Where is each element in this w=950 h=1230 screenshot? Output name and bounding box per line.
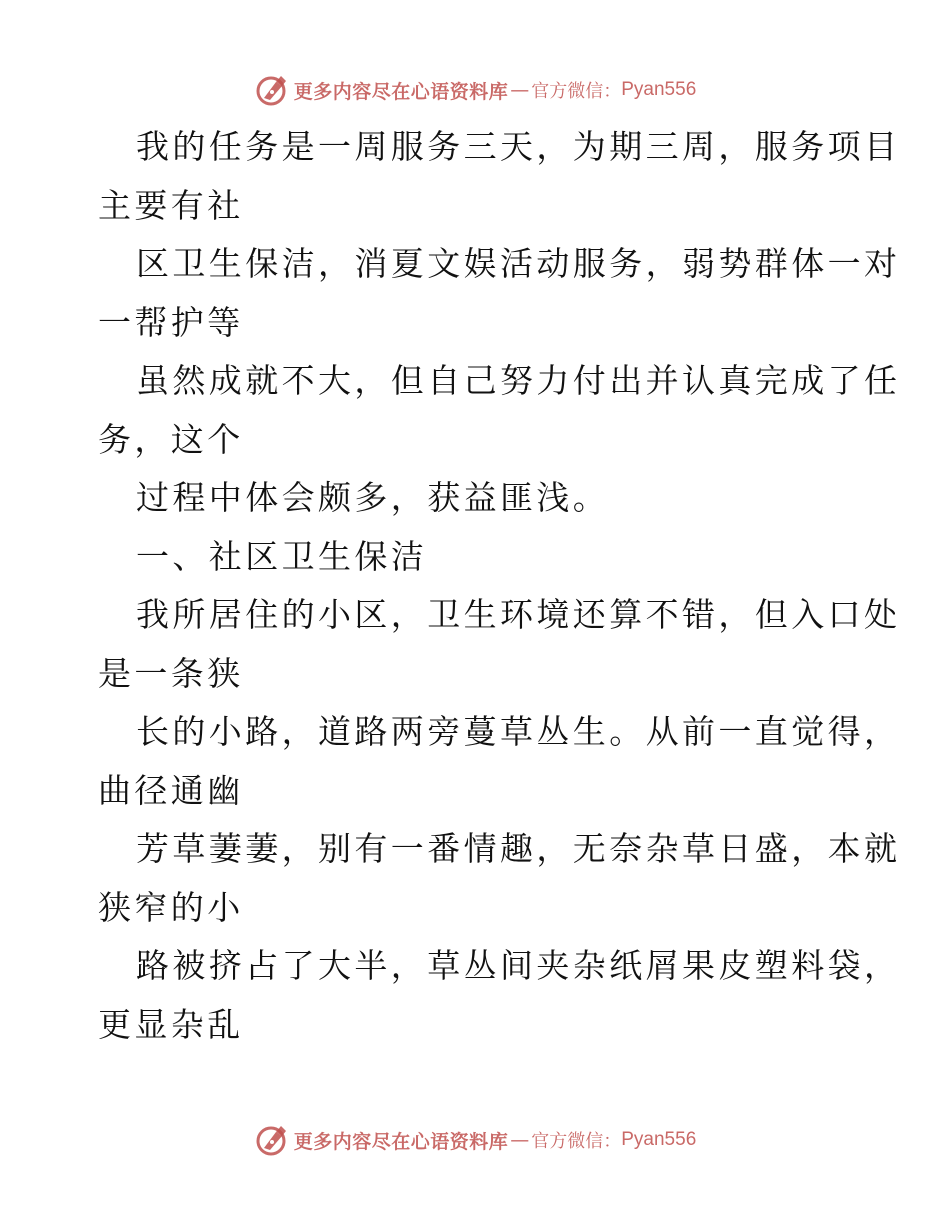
- text-line: 芳草萋萋，别有一番情趣，无奈杂草日盛，本就: [136, 829, 901, 868]
- watermark-wechat-account: Pyan556: [621, 79, 697, 100]
- footer-watermark-inner: [254, 1120, 697, 1160]
- text-line: 更显杂乱: [98, 1004, 244, 1044]
- pen-nib-logo-icon: [254, 72, 290, 108]
- watermark-brand-text: 更多内容尽在心语资料库: [293, 80, 509, 103]
- text-line: 主要有社: [98, 185, 244, 225]
- text-line: 务，这个: [98, 419, 244, 459]
- text-line: 区卫生保洁，消夏文娱活动服务，弱势群体一对: [136, 244, 901, 283]
- text-line: 曲径通幽: [98, 770, 244, 810]
- section-heading: 一、社区卫生保洁: [136, 536, 428, 576]
- watermark-brand-text: 更多内容尽在心语资料库: [293, 1130, 509, 1153]
- header-watermark-inner: [254, 70, 697, 110]
- text-line: 一帮护等: [98, 302, 244, 342]
- text-line: 是一条狭: [98, 653, 244, 693]
- pen-nib-logo-icon: [254, 1122, 290, 1158]
- footer-watermark: [0, 1120, 950, 1160]
- text-line: 我的任务是一周服务三天，为期三周，服务项目: [136, 127, 901, 166]
- watermark-wechat-label: 官方微信：: [531, 1131, 622, 1152]
- text-line: 路被挤占了大半，草丛间夹杂纸屑果皮塑料袋，: [136, 946, 901, 985]
- document-body: [98, 118, 901, 1054]
- text-line: 过程中体会颇多，获益匪浅。: [136, 478, 610, 517]
- watermark-wechat-label: 官方微信：: [531, 81, 622, 102]
- text-line: 我所居住的小区，卫生环境还算不错，但入口处: [136, 595, 901, 634]
- watermark-separator: —: [510, 79, 530, 101]
- watermark-wechat-account: Pyan556: [621, 1129, 697, 1150]
- header-watermark: [0, 70, 950, 110]
- text-line: 虽然成就不大，但自己努力付出并认真完成了任: [136, 361, 901, 400]
- text-line: 长的小路，道路两旁蔓草丛生。从前一直觉得，: [136, 712, 901, 751]
- watermark-separator: —: [510, 1129, 530, 1151]
- text-line: 狭窄的小: [98, 887, 244, 927]
